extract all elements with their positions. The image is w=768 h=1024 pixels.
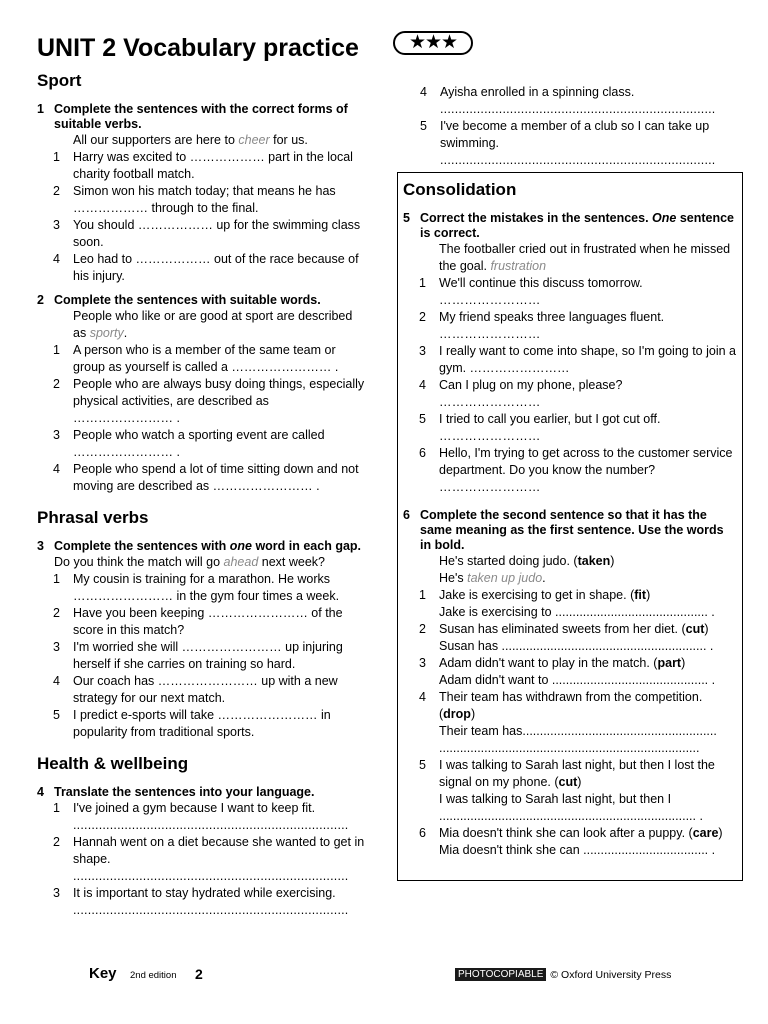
exercise-6-item	[403, 655, 737, 689]
item-number: 2	[53, 835, 60, 849]
exercise-3-instruction: 3 Complete the sentences with one word in each gap.	[37, 539, 362, 553]
exercise-5-item	[403, 275, 737, 309]
item-number: 4	[53, 462, 60, 476]
exercise-6-instruction: 6 Complete the second sentence so that it has the same meaning as the first sentence. Use the words in bold.	[403, 508, 724, 552]
item-text: Hello, I'm trying to get across to the customer service department. Do you know the number? ……………………	[439, 445, 737, 496]
exercise-4-item	[37, 834, 367, 885]
exercise-4-item	[404, 118, 734, 169]
item-number: 4	[53, 674, 60, 688]
item-text: Adam didn't want to play in the match. (part) Adam didn't want to ............................................. .	[439, 655, 737, 689]
item-text: Our coach has …………………… up with a new strategy for our next match.	[73, 674, 338, 705]
exercise-3-example: Do you think the match will go ahead next week?	[54, 555, 326, 569]
item-number: 5	[53, 708, 60, 722]
item-number: 6	[419, 826, 426, 840]
item-number: 3	[419, 656, 426, 670]
item-number: 5	[419, 758, 426, 772]
answer-line: ...........................................................................	[73, 903, 349, 917]
left-column	[37, 70, 367, 919]
exercise-4-item	[404, 84, 734, 118]
item-text: I predict e-sports will take …………………… in popularity from traditional sports.	[73, 708, 331, 739]
exercise-5-item	[403, 343, 737, 377]
exercise-1-instruction: 1 Complete the sentences with the correct forms of suitable verbs.	[37, 102, 348, 131]
answer-line: I was talking to Sarah last night, but then I .......................................................................... .	[439, 792, 703, 823]
right-column-top	[404, 84, 734, 169]
exercise-3-item	[37, 707, 367, 741]
exercise-1-item	[37, 217, 367, 251]
item-text: Mia doesn't think she can look after a puppy. (care) Mia doesn't think she can .................................... .	[439, 825, 737, 859]
item-number: 1	[53, 801, 60, 815]
item-number: 5	[420, 119, 427, 133]
answer-line: Their team has........................................................ ...........................................................................	[439, 724, 717, 755]
section-heading-phrasal-verbs: Phrasal verbs	[37, 508, 149, 527]
exercise-5-instruction: 5 Correct the mistakes in the sentences. One sentence is correct.	[403, 211, 735, 240]
item-text: We'll continue this discuss tomorrow. ……………………	[439, 275, 737, 309]
exercise-4-item	[37, 885, 367, 919]
exercise-5-item	[403, 411, 737, 445]
photocopiable-badge: PHOTOCOPIABLE	[455, 968, 546, 981]
footer-edition: 2nd edition	[130, 970, 177, 981]
item-text: Hannah went on a diet because she wanted to get in shape. ...........................................................................	[73, 834, 367, 885]
item-number: 3	[53, 640, 60, 654]
copyright-text: © Oxford University Press	[550, 968, 672, 981]
exercise-1-example: All our supporters are here to cheer for us.	[73, 133, 308, 147]
item-number: 1	[419, 276, 426, 290]
item-text: My cousin is training for a marathon. He works …………………… in the gym four times a week.	[73, 572, 340, 603]
exercise-6-example: He's started doing judo. (taken) He's taken up judo.	[439, 554, 615, 585]
footer-copyright	[455, 968, 671, 981]
item-number: 4	[420, 85, 427, 99]
item-text: I've joined a gym because I want to keep fit. ...........................................................................	[73, 800, 367, 834]
item-text: I'm worried she will …………………… up injuring herself if she carries on training so hard.	[73, 640, 343, 671]
item-number: 4	[419, 690, 426, 704]
item-number: 2	[419, 310, 426, 324]
item-text: I really want to come into shape, so I'm going to join a gym. ……………………	[439, 344, 736, 375]
exercise-2-instruction: 2 Complete the sentences with suitable words.	[37, 293, 321, 307]
section-heading-health-wellbeing: Health & wellbeing	[37, 754, 189, 773]
item-number: 3	[53, 886, 60, 900]
item-text: I tried to call you earlier, but I got cut off. ……………………	[439, 411, 737, 445]
item-number: 1	[53, 343, 60, 357]
exercise-2-example: People who like or are good at sport are described as sporty.	[73, 309, 353, 340]
answer-line: ...........................................................................	[440, 102, 716, 116]
item-number: 1	[419, 588, 426, 602]
exercise-2-item	[37, 461, 367, 495]
answer-line: Jake is exercising to ............................................ .	[439, 605, 715, 619]
exercise-1-item	[37, 251, 367, 285]
item-number: 5	[419, 412, 426, 426]
item-text: My friend speaks three languages fluent. ……………………	[439, 309, 737, 343]
answer-line: ……………………	[439, 480, 541, 494]
item-number: 4	[419, 378, 426, 392]
answer-line: ……………………	[439, 293, 541, 307]
answer-line: ……………………	[439, 327, 541, 341]
exercise-6-item	[403, 621, 737, 655]
exercise-2-item	[37, 427, 367, 461]
consolidation-box	[397, 172, 743, 881]
item-text: Leo had to ……………… out of the race because of his injury.	[73, 252, 359, 283]
item-text: Can I plug on my phone, please? ……………………	[439, 377, 737, 411]
item-text: You should ……………… up for the swimming class soon.	[73, 218, 361, 249]
answer-line: ...........................................................................	[73, 818, 349, 832]
exercise-6-item	[403, 587, 737, 621]
item-text: Susan has eliminated sweets from her diet. (cut) Susan has ........................................................... .	[439, 621, 737, 655]
item-text: Ayisha enrolled in a spinning class. ...........................................................................	[440, 84, 734, 118]
item-text: People who spend a lot of time sitting down and not moving are described as …………………… .	[73, 462, 359, 493]
item-text: A person who is a member of the same team or group as yourself is called a …………………… .	[73, 343, 339, 374]
section-heading-sport: Sport	[37, 71, 82, 90]
exercise-3-item	[37, 673, 367, 707]
exercise-1-item	[37, 149, 367, 183]
item-number: 2	[53, 184, 60, 198]
answer-line: ...........................................................................	[440, 153, 716, 167]
answer-line: ……………………	[439, 395, 541, 409]
answer-line: Adam didn't want to ............................................. .	[439, 673, 716, 687]
exercise-1-item	[37, 183, 367, 217]
exercise-6-item	[403, 689, 737, 757]
item-number: 1	[53, 572, 60, 586]
exercise-5-item	[403, 377, 737, 411]
item-number: 4	[53, 252, 60, 266]
exercise-5-item	[403, 309, 737, 343]
item-text: Their team has withdrawn from the competition. (drop) Their team has........................................................ ...........................................................................	[439, 689, 737, 757]
footer-page-number: 2	[195, 966, 203, 982]
item-text: It is important to stay hydrated while exercising. ...........................................................................	[73, 885, 367, 919]
item-text: Simon won his match today; that means he has ……………… through to the final.	[73, 184, 336, 215]
answer-line: ……………………	[439, 429, 541, 443]
exercise-6-item	[403, 825, 737, 859]
exercise-6-item	[403, 757, 737, 825]
exercise-4-item	[37, 800, 367, 834]
answer-line: ...........................................................................	[73, 869, 349, 883]
item-text: Jake is exercising to get in shape. (fit) Jake is exercising to ............................................ .	[439, 587, 737, 621]
item-number: 2	[53, 606, 60, 620]
exercise-5-item	[403, 445, 737, 496]
item-text: I've become a member of a club so I can take up swimming. ...........................................................................	[440, 118, 734, 169]
difficulty-stars: ★★★	[393, 31, 473, 55]
item-text: People who are always busy doing things, especially physical activities, are described as …………………… .	[73, 377, 365, 425]
page-title: UNIT 2 Vocabulary practice	[37, 34, 359, 62]
footer-key-label: Key	[89, 965, 117, 982]
item-text: Harry was excited to ……………… part in the local charity football match.	[73, 150, 353, 181]
exercise-4-instruction: 4 Translate the sentences into your language.	[37, 785, 315, 799]
exercise-3-item	[37, 571, 367, 605]
item-text: Have you been keeping …………………… of the score in this match?	[73, 606, 343, 637]
answer-line: Mia doesn't think she can .................................... .	[439, 843, 716, 857]
answer-line: Susan has ........................................................... .	[439, 639, 714, 653]
section-heading-consolidation: Consolidation	[403, 180, 517, 199]
item-number: 2	[53, 377, 60, 391]
item-number: 6	[419, 446, 426, 460]
exercise-3-item	[37, 639, 367, 673]
exercise-5-example: The footballer cried out in frustrated when he missed the goal. frustration	[439, 242, 731, 273]
exercise-2-item	[37, 342, 367, 376]
item-text: People who watch a sporting event are called …………………… .	[73, 428, 325, 459]
item-number: 3	[53, 218, 60, 232]
exercise-3-item	[37, 605, 367, 639]
item-number: 3	[419, 344, 426, 358]
item-number: 2	[419, 622, 426, 636]
item-text: I was talking to Sarah last night, but then I lost the signal on my phone. (cut) I was talking to Sarah last night, but then I .......................................................................... .	[439, 757, 737, 825]
item-number: 1	[53, 150, 60, 164]
exercise-2-item	[37, 376, 367, 427]
item-number: 3	[53, 428, 60, 442]
